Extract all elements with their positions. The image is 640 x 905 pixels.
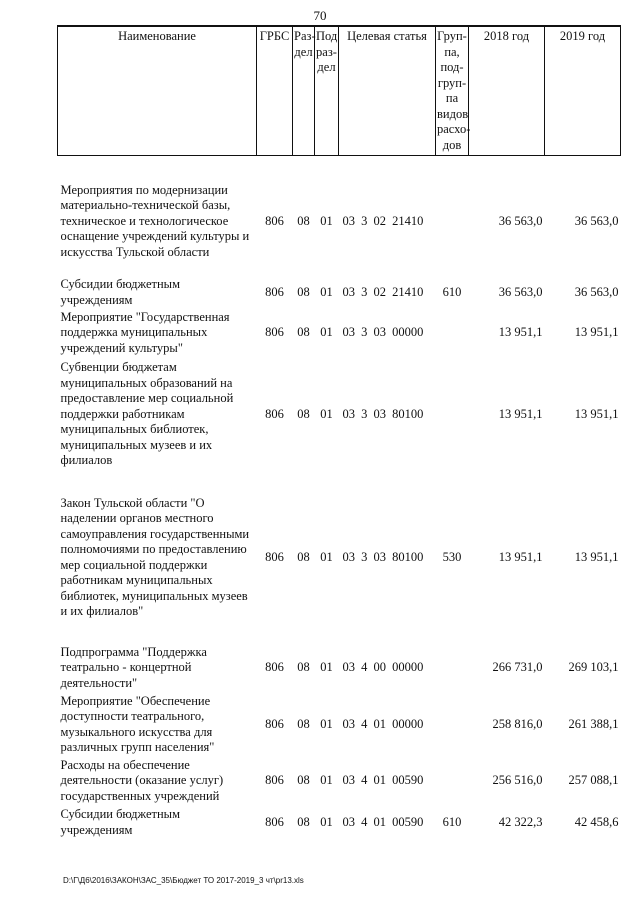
row-grbs: 806 [265,406,284,421]
row-tselevaya: 03 4 01 00590 [342,773,424,788]
row-razdel: 08 [297,660,310,675]
row-razdel: 08 [297,716,310,731]
row-tselevaya: 03 3 02 21410 [342,213,424,228]
row-gruppa: 610 [442,814,462,829]
row-gruppa [436,358,469,472]
row-razdel: 08 [297,773,310,788]
row-2019: 13 951,1 [574,325,619,340]
row-tselevaya: 03 3 03 80100 [342,549,424,564]
row-gruppa [436,309,469,358]
col-header-gruppa: Груп- па, под- груп- па видов расхо- дов [436,26,469,156]
row-name: Мероприятие "Обеспечение доступности театрального, музыкального искусства для различных групп населения" [60,693,215,754]
row-2018: 36 563,0 [498,284,543,299]
file-path-footer: D:\Г\Д6\2016\ЗАКОН\ЗАС_35\Бюджет ТО 2017-2019_3 чт\pr13.xls [63,876,304,885]
row-2019: 36 563,0 [574,284,619,299]
row-podrazdel: 01 [320,660,333,675]
row-razdel: 08 [297,284,310,299]
row-gruppa [436,644,469,693]
col-header-tselevaya: Целевая статья [339,26,436,156]
row-podrazdel: 01 [320,549,333,564]
row-podrazdel: 01 [320,213,333,228]
table-row [58,644,621,693]
row-2019: 13 951,1 [574,549,619,564]
row-grbs: 806 [265,549,284,564]
row-name: Мероприятие "Государственная поддержка муниципальных учреждений культуры" [60,309,230,355]
row-grbs: 806 [265,814,284,829]
table-row [58,806,621,840]
row-razdel: 08 [297,814,310,829]
row-grbs: 806 [265,773,284,788]
row-grbs: 806 [265,660,284,675]
row-gruppa [436,180,469,264]
row-tselevaya: 03 3 03 80100 [342,406,424,421]
row-tselevaya: 03 4 01 00000 [342,716,424,731]
row-name: Подпрограмма "Поддержка театрально - концертной деятельности" [60,644,207,690]
row-2019: 261 388,1 [568,716,619,731]
row-2018: 256 516,0 [492,773,543,788]
row-podrazdel: 01 [320,325,333,340]
row-razdel: 08 [297,406,310,421]
row-gruppa [436,693,469,757]
row-2019: 13 951,1 [574,406,619,421]
col-header-razdel: Раз- дел [293,26,315,156]
row-name: Субвенции бюджетам муниципальных образований на предоставление мер социальной поддержки работникам муниципальных библиотек, муниципальных музеев и их филиалов [60,360,234,468]
row-name: Расходы на обеспечение деятельности (оказание услуг) государственных учреждений [60,757,224,803]
table-row [58,277,621,309]
row-podrazdel: 01 [320,814,333,829]
col-header-podrazdel: Под раз- дел [315,26,339,156]
row-2018: 13 951,1 [498,406,543,421]
table-row [58,693,621,757]
row-name: Мероприятия по модернизации материально-технической базы, техническое и технологическое оснащение учреждений культуры и искусства Тульской области [60,182,250,259]
table-row [58,757,621,806]
page-number: 70 [313,8,327,23]
row-2018: 258 816,0 [492,716,543,731]
row-podrazdel: 01 [320,284,333,299]
row-tselevaya: 03 3 03 00000 [342,325,424,340]
row-2018: 266 731,0 [492,660,543,675]
row-name: Закон Тульской области "О наделении органов местного самоуправления государственными полномочиями по предоставлению мер социальной поддержки работникам муниципальных библиотек, муниципальных музеев и их филиалов" [60,495,250,618]
col-header-grbs: ГРБС [257,26,293,156]
budget-table [57,25,621,840]
table-row [58,309,621,358]
row-2018: 42 322,3 [498,814,543,829]
header-row [58,26,621,156]
row-2019: 257 088,1 [568,773,619,788]
row-gruppa: 530 [442,549,462,564]
row-2019: 36 563,0 [574,213,619,228]
row-razdel: 08 [297,549,310,564]
row-tselevaya: 03 3 02 21410 [342,284,424,299]
row-2018: 36 563,0 [498,213,543,228]
col-header-2019: 2019 год [545,26,621,156]
table-row [58,358,621,472]
row-name: Субсидии бюджетным учреждениям [60,807,180,837]
row-gruppa [436,757,469,806]
row-podrazdel: 01 [320,406,333,421]
row-razdel: 08 [297,213,310,228]
row-gruppa: 610 [442,284,462,299]
row-grbs: 806 [265,716,284,731]
row-grbs: 806 [265,325,284,340]
row-podrazdel: 01 [320,773,333,788]
row-2019: 42 458,6 [574,814,619,829]
table-row [58,180,621,264]
row-2019: 269 103,1 [568,660,619,675]
row-podrazdel: 01 [320,716,333,731]
row-tselevaya: 03 4 01 00590 [342,814,424,829]
col-header-2018: 2018 год [469,26,545,156]
row-razdel: 08 [297,325,310,340]
row-grbs: 806 [265,284,284,299]
row-2018: 13 951,1 [498,325,543,340]
row-name: Субсидии бюджетным учреждениям [60,277,180,307]
row-grbs: 806 [265,213,284,228]
row-tselevaya: 03 4 00 00000 [342,660,424,675]
table-row [58,485,621,631]
row-2018: 13 951,1 [498,549,543,564]
col-header-name: Наименование [58,26,257,156]
